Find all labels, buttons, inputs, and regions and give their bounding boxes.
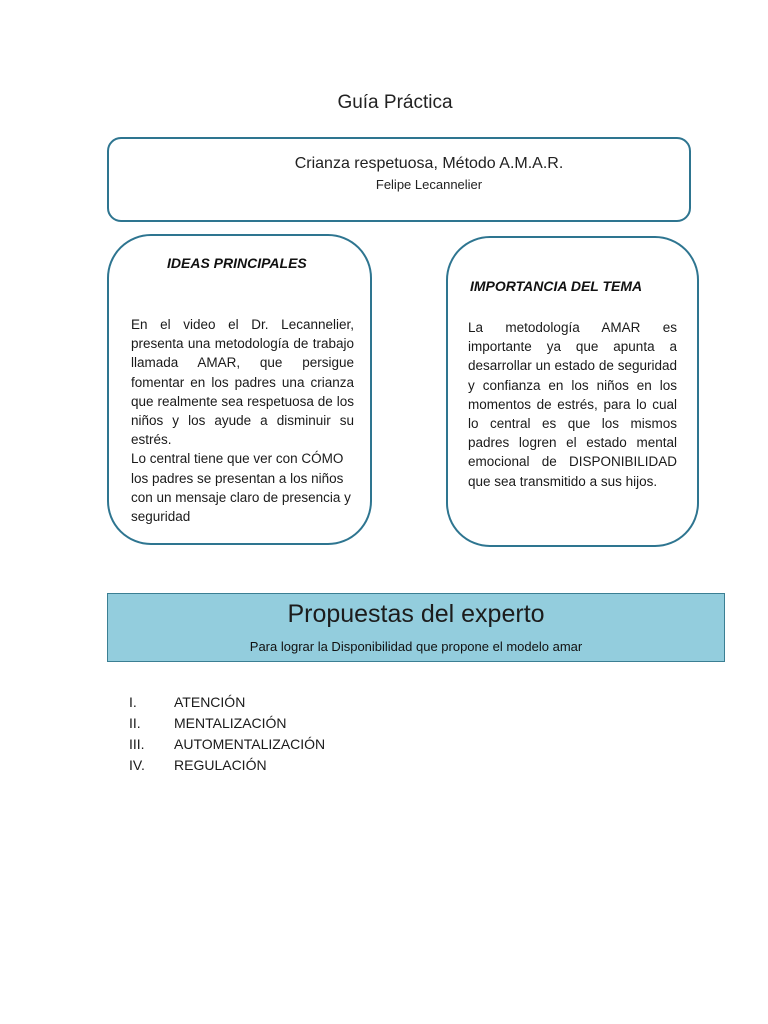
list-item-number: I. xyxy=(129,694,137,710)
importance-heading: IMPORTANCIA DEL TEMA xyxy=(470,278,643,294)
list-item xyxy=(129,755,325,776)
banner-title: Propuestas del experto xyxy=(287,600,545,628)
list-item-number: IV. xyxy=(129,757,145,773)
ideas-body xyxy=(131,315,354,526)
author-name: Felipe Lecannelier xyxy=(375,177,483,192)
list-item-label: AUTOMENTALIZACIÓN xyxy=(174,736,326,752)
ideas-card xyxy=(107,234,372,545)
proposals-banner xyxy=(107,593,725,662)
list-item-number: III. xyxy=(129,736,145,752)
importance-body xyxy=(468,318,677,491)
header-box xyxy=(107,137,691,222)
ideas-paragraph-1: En el video el Dr. Lecannelier, presenta una metodología de trabajo llamada AMAR, que persigue fomentar en los padres una crianza que realmente sea respetuosa de los niños y los ayude a disminuir su estrés. xyxy=(131,317,354,448)
importance-card xyxy=(446,236,699,547)
list-item xyxy=(129,734,325,755)
banner-subtitle: Para lograr la Disponibilidad que propone el modelo amar xyxy=(249,639,583,654)
importance-paragraph: La metodología AMAR es importante ya que apunta a desarrollar un estado de seguridad y confianza en los niños en los momentos de estrés, para lo cual lo central es que los mismos padres logren el estado mental emocional de DISPONIBILIDAD que sea transmitido a sus hijos. xyxy=(468,320,677,489)
list-item-label: MENTALIZACIÓN xyxy=(174,715,287,731)
document-title: Guía Práctica xyxy=(337,92,453,113)
subject-title: Crianza respetuosa, Método A.M.A.R. xyxy=(294,155,564,172)
ideas-paragraph-2: Lo central tiene que ver con CÓMO los padres se presentan a los niños con un mensaje claro de presencia y seguridad xyxy=(131,451,351,525)
list-item xyxy=(129,713,325,734)
list-item-number: II. xyxy=(129,715,141,731)
ideas-heading: IDEAS PRINCIPALES xyxy=(167,255,307,271)
proposals-list xyxy=(129,692,325,776)
list-item-label: REGULACIÓN xyxy=(174,757,267,773)
list-item xyxy=(129,692,325,713)
list-item-label: ATENCIÓN xyxy=(174,694,246,710)
